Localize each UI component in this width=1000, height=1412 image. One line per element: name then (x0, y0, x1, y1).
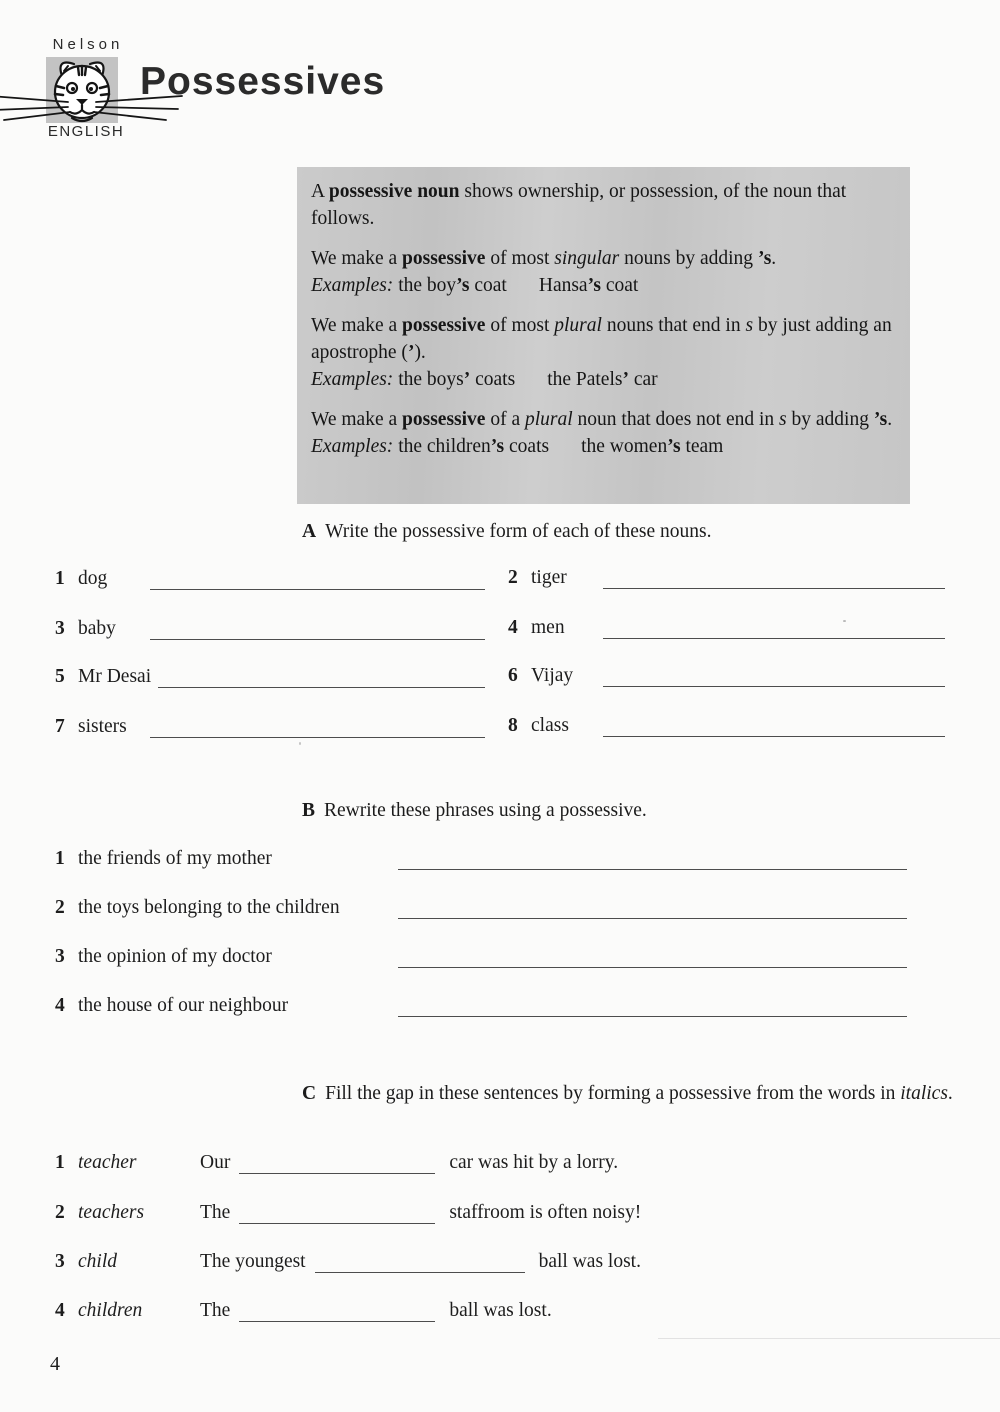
rule-plural-no-s: We make a possessive of a plural noun that does not end in s by adding ’s. Examples: the children’s coats the women’s team (311, 409, 893, 457)
exercise-a-item-5: 5 Mr Desai (55, 666, 485, 688)
section-c-heading: C Fill the gap in these sentences by forming a possessive from the words in italics. (302, 1083, 953, 1104)
exercise-a-item-3: 3 baby (55, 618, 485, 640)
section-b-instruction: Rewrite these phrases using a possessive. (324, 800, 647, 821)
section-c-instruction: Fill the gap in these sentences by forming a possessive from the words in (325, 1083, 901, 1104)
page-title: Possessives (140, 60, 386, 103)
nelson-english-logo (46, 36, 126, 140)
scan-speck (843, 620, 846, 622)
italic-cue-word: children (78, 1300, 143, 1321)
examples-label: Examples: (311, 275, 394, 296)
rule-plural-s: We make a possessive of most plural nouns that end in s by just adding an apostrophe (’). Examples: the boys’ coats the Patels’ car (311, 315, 892, 390)
examples-label: Examples: (311, 436, 394, 457)
rule-singular: We make a possessive of most singular nouns by adding ’s. Examples: the boy’s coat Hansa’s coat (311, 248, 777, 296)
answer-blank[interactable] (315, 1272, 525, 1273)
italic-cue-word: child (78, 1251, 117, 1272)
answer-blank[interactable] (150, 589, 485, 590)
answer-blank[interactable] (398, 1016, 907, 1017)
section-a-instruction: Write the possessive form of each of these nouns. (325, 521, 712, 542)
grammar-rules-box (297, 167, 910, 504)
exercise-b-item-3: 3 the opinion of my doctor (55, 946, 907, 968)
examples-label: Examples: (311, 369, 394, 390)
exercise-c-item-1: 1 teacher Our car was hit by a lorry. (55, 1152, 619, 1173)
answer-blank[interactable] (603, 686, 945, 687)
answer-blank[interactable] (603, 736, 945, 737)
exercise-b-item-4: 4 the house of our neighbour (55, 995, 907, 1017)
logo-brand-name: Nelson (52, 36, 124, 53)
exercise-a-item-7: 7 sisters (55, 716, 485, 738)
answer-blank[interactable] (398, 918, 907, 919)
page-number: 4 (50, 1353, 60, 1375)
logo-subject-label: ENGLISH (47, 123, 125, 140)
answer-blank[interactable] (603, 638, 945, 639)
section-b-heading (302, 800, 647, 822)
answer-blank[interactable] (150, 737, 485, 738)
exercise-a-item-6: 6 Vijay (508, 665, 945, 687)
scan-speck (299, 742, 301, 745)
exercise-b-item-1: 1 the friends of my mother (55, 848, 907, 870)
section-b-label: B (302, 800, 316, 821)
section-a-heading (302, 521, 712, 543)
answer-blank[interactable] (398, 967, 907, 968)
answer-blank[interactable] (603, 588, 945, 589)
exercise-c-item-3: 3 child The youngest ball was lost. (55, 1251, 641, 1272)
exercise-c-item-2: 2 teachers The staffroom is often noisy! (55, 1202, 642, 1223)
italic-cue-word: teachers (78, 1202, 145, 1223)
exercise-a-item-8: 8 class (508, 715, 945, 737)
scan-artifact-line (658, 1338, 1000, 1339)
answer-blank[interactable] (239, 1173, 435, 1174)
exercise-b-item-2: 2 the toys belonging to the children (55, 897, 907, 919)
answer-blank[interactable] (398, 869, 907, 870)
exercise-a-item-4: 4 men (508, 617, 945, 639)
section-a-label: A (302, 521, 317, 542)
tiger-face-icon (46, 54, 126, 132)
exercise-c-item-4: 4 children The ball was lost. (55, 1300, 552, 1321)
answer-blank[interactable] (239, 1321, 435, 1322)
exercise-a-item-1: 1 dog (55, 568, 485, 590)
answer-blank[interactable] (158, 687, 485, 688)
rule-definition: A possessive noun shows ownership, or possession, of the noun that follows. (311, 181, 847, 229)
italic-cue-word: teacher (78, 1152, 137, 1173)
answer-blank[interactable] (150, 639, 485, 640)
section-c-label: C (302, 1083, 317, 1104)
exercise-a-item-2: 2 tiger (508, 567, 945, 589)
answer-blank[interactable] (239, 1223, 435, 1224)
